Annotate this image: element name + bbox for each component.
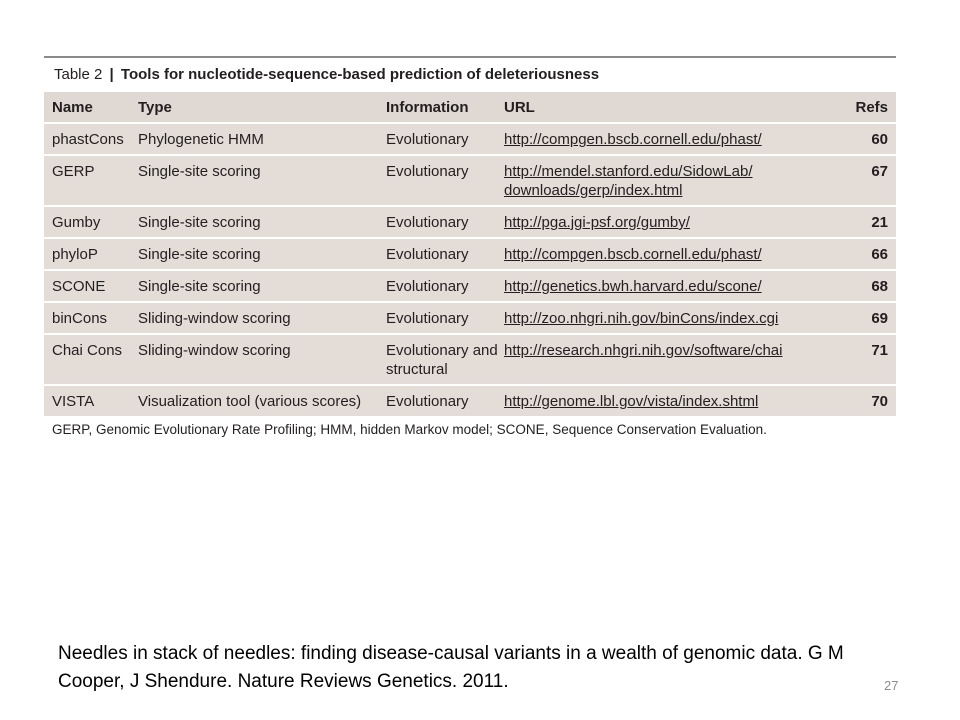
column-header-type: Type (138, 92, 386, 123)
citation-text: Needles in stack of needles: finding disease-causal variants in a wealth of genomic data. G M Cooper, J Shendure. Nature Reviews Genetics. 2011. (58, 643, 844, 692)
table-title-text: Tools for nucleotide-sequence-based prediction of deleteriousness (120, 66, 600, 83)
cell-refs: 67 (848, 155, 896, 206)
cell-type: Visualization tool (various scores) (138, 385, 386, 416)
cell-information: Evolutionary and structural (386, 334, 504, 385)
cell-refs: 21 (848, 206, 896, 238)
cell-type: Phylogenetic HMM (138, 123, 386, 155)
cell-information: Evolutionary (386, 270, 504, 302)
cell-information: Evolutionary (386, 155, 504, 206)
column-header-url: URL (504, 92, 848, 123)
cell-name: phastCons (44, 123, 138, 155)
cell-type: Single-site scoring (138, 238, 386, 270)
cell-url-link[interactable]: http://zoo.nhgri.nih.gov/binCons/index.cgi (504, 302, 848, 334)
cell-information: Evolutionary (386, 302, 504, 334)
cell-name: Gumby (44, 206, 138, 238)
cell-information: Evolutionary (386, 238, 504, 270)
tools-table (44, 92, 896, 416)
cell-type: Sliding-window scoring (138, 302, 386, 334)
table-row (44, 302, 896, 334)
column-header-name: Name (44, 92, 138, 123)
table-row (44, 385, 896, 416)
cell-name: GERP (44, 155, 138, 206)
cell-url-link[interactable]: http://mendel.stanford.edu/SidowLab/ downloads/gerp/index.html (504, 155, 848, 206)
cell-type: Single-site scoring (138, 155, 386, 206)
title-separator: | (109, 66, 114, 83)
cell-refs: 68 (848, 270, 896, 302)
cell-refs: 71 (848, 334, 896, 385)
cell-information: Evolutionary (386, 123, 504, 155)
cell-name: VISTA (44, 385, 138, 416)
table-row (44, 155, 896, 206)
cell-refs: 69 (848, 302, 896, 334)
cell-information: Evolutionary (386, 206, 504, 238)
cell-refs: 70 (848, 385, 896, 416)
cell-url-link[interactable]: http://pga.jgi-psf.org/gumby/ (504, 206, 848, 238)
cell-url-link[interactable]: http://genetics.bwh.harvard.edu/scone/ (504, 270, 848, 302)
column-header-information: Information (386, 92, 504, 123)
table-number: Table 2 (54, 66, 103, 83)
cell-refs: 66 (848, 238, 896, 270)
cell-type: Single-site scoring (138, 206, 386, 238)
cell-type: Single-site scoring (138, 270, 386, 302)
cell-information: Evolutionary (386, 385, 504, 416)
table-row (44, 334, 896, 385)
cell-url-link[interactable]: http://research.nhgri.nih.gov/software/chai (504, 334, 848, 385)
cell-url-link[interactable]: http://compgen.bscb.cornell.edu/phast/ (504, 238, 848, 270)
table-row (44, 206, 896, 238)
table-footnote: GERP, Genomic Evolutionary Rate Profiling; HMM, hidden Markov model; SCONE, Sequence Conservation Evaluation. (52, 422, 767, 437)
cell-url-link[interactable]: http://compgen.bscb.cornell.edu/phast/ (504, 123, 848, 155)
cell-url-link[interactable]: http://genome.lbl.gov/vista/index.shtml (504, 385, 848, 416)
table-title (44, 58, 896, 92)
cell-name: binCons (44, 302, 138, 334)
table-figure (44, 56, 896, 437)
table-row (44, 270, 896, 302)
table-row (44, 238, 896, 270)
table-row (44, 123, 896, 155)
cell-refs: 60 (848, 123, 896, 155)
cell-name: Chai Cons (44, 334, 138, 385)
cell-type: Sliding-window scoring (138, 334, 386, 385)
cell-name: SCONE (44, 270, 138, 302)
table-header-row (44, 92, 896, 123)
slide-number: 27 (884, 678, 899, 693)
cell-name: phyloP (44, 238, 138, 270)
column-header-refs: Refs (848, 92, 896, 123)
